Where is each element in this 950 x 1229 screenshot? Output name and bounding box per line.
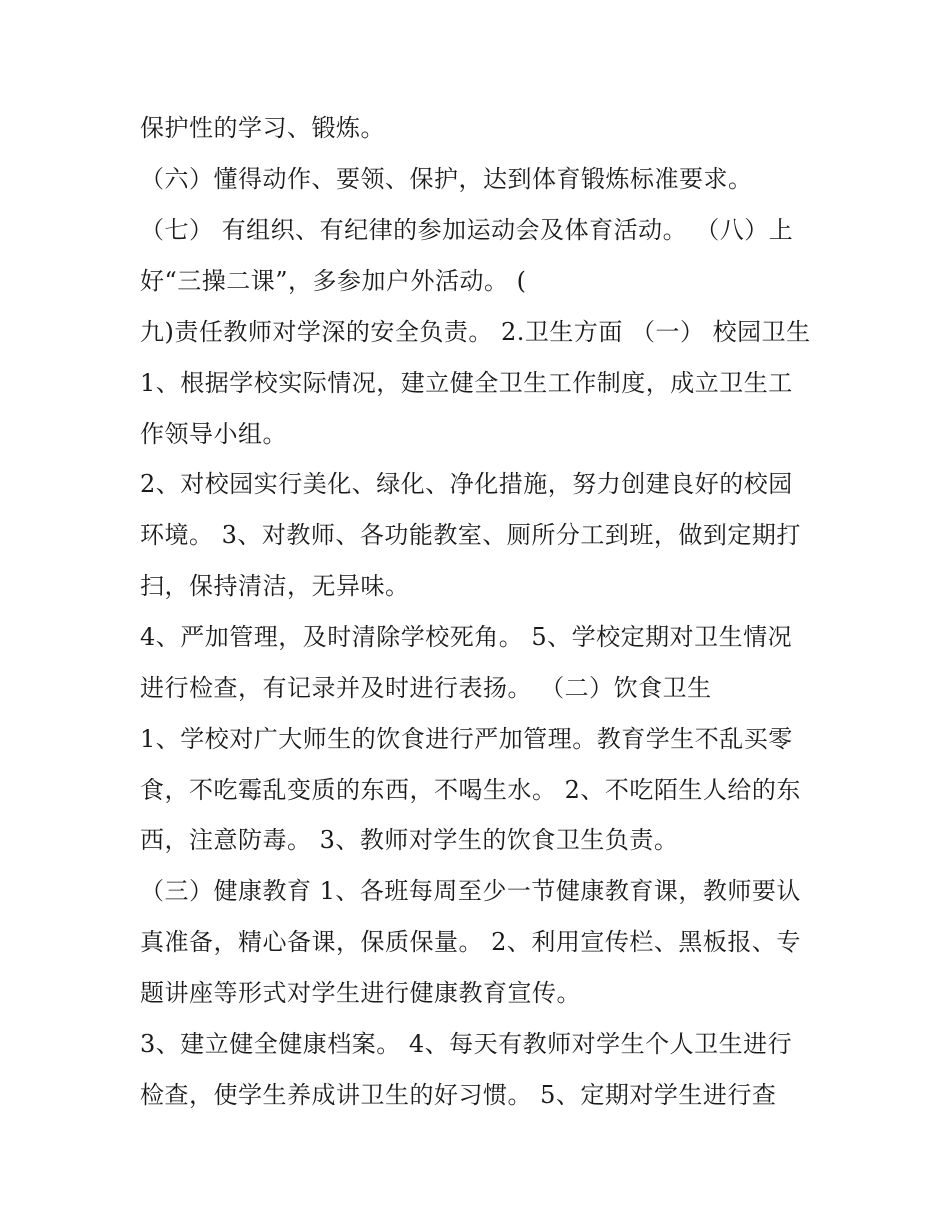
text-line: 保护性的学习、锻炼。 xyxy=(140,114,385,142)
text-line: 九)责任教师对学深的安全负责。 2.卫生方面 （一） 校园卫生 xyxy=(140,318,811,346)
text-line: （三）健康教育 1、各班每周至少一节健康教育课，教师要认 xyxy=(140,877,801,905)
text-line: 作领导小组。 xyxy=(140,420,287,448)
text-line: 扫，保持清洁，无异味。 xyxy=(140,572,410,600)
text-line: 1、学校对广大师生的饮食进行严加管理。教育学生不乱买零 xyxy=(140,725,793,753)
text-line: 西，注意防毒。 3、教师对学生的饮食卫生负责。 xyxy=(140,826,679,854)
text-line: 1、根据学校实际情况，建立健全卫生工作制度，成立卫生工 xyxy=(140,369,793,397)
text-line: 题讲座等形式对学生进行健康教育宣传。 xyxy=(140,979,581,1007)
text-line: 2、对校园实行美化、绿化、净化措施，努力创建良好的校园 xyxy=(140,470,793,498)
text-line: 好“三操二课”，多参加户外活动。 ( xyxy=(140,267,527,295)
text-line: 真准备，精心备课，保质保量。 2、利用宣传栏、黑板报、专 xyxy=(140,928,801,956)
text-line: 进行检查，有记录并及时进行表扬。 （二）饮食卫生 xyxy=(140,674,712,702)
text-line: 检查，使学生养成讲卫生的好习惯。 5、定期对学生进行查 xyxy=(140,1081,777,1109)
text-line: 环境。 3、对教师、各功能教室、厕所分工到班，做到定期打 xyxy=(140,521,801,549)
text-line: 4、严加管理，及时清除学校死角。 5、学校定期对卫生情况 xyxy=(140,623,793,651)
text-line: （六）懂得动作、要领、保护，达到体育锻炼标准要求。 xyxy=(140,165,753,193)
text-line: （七） 有组织、有纪律的参加运动会及体育活动。 （八）上 xyxy=(140,216,794,244)
text-line: 3、建立健全健康档案。 4、每天有教师对学生个人卫生进行 xyxy=(140,1030,793,1058)
text-line: 食，不吃霉乱变质的东西，不喝生水。 2、不吃陌生人给的东 xyxy=(140,776,801,804)
